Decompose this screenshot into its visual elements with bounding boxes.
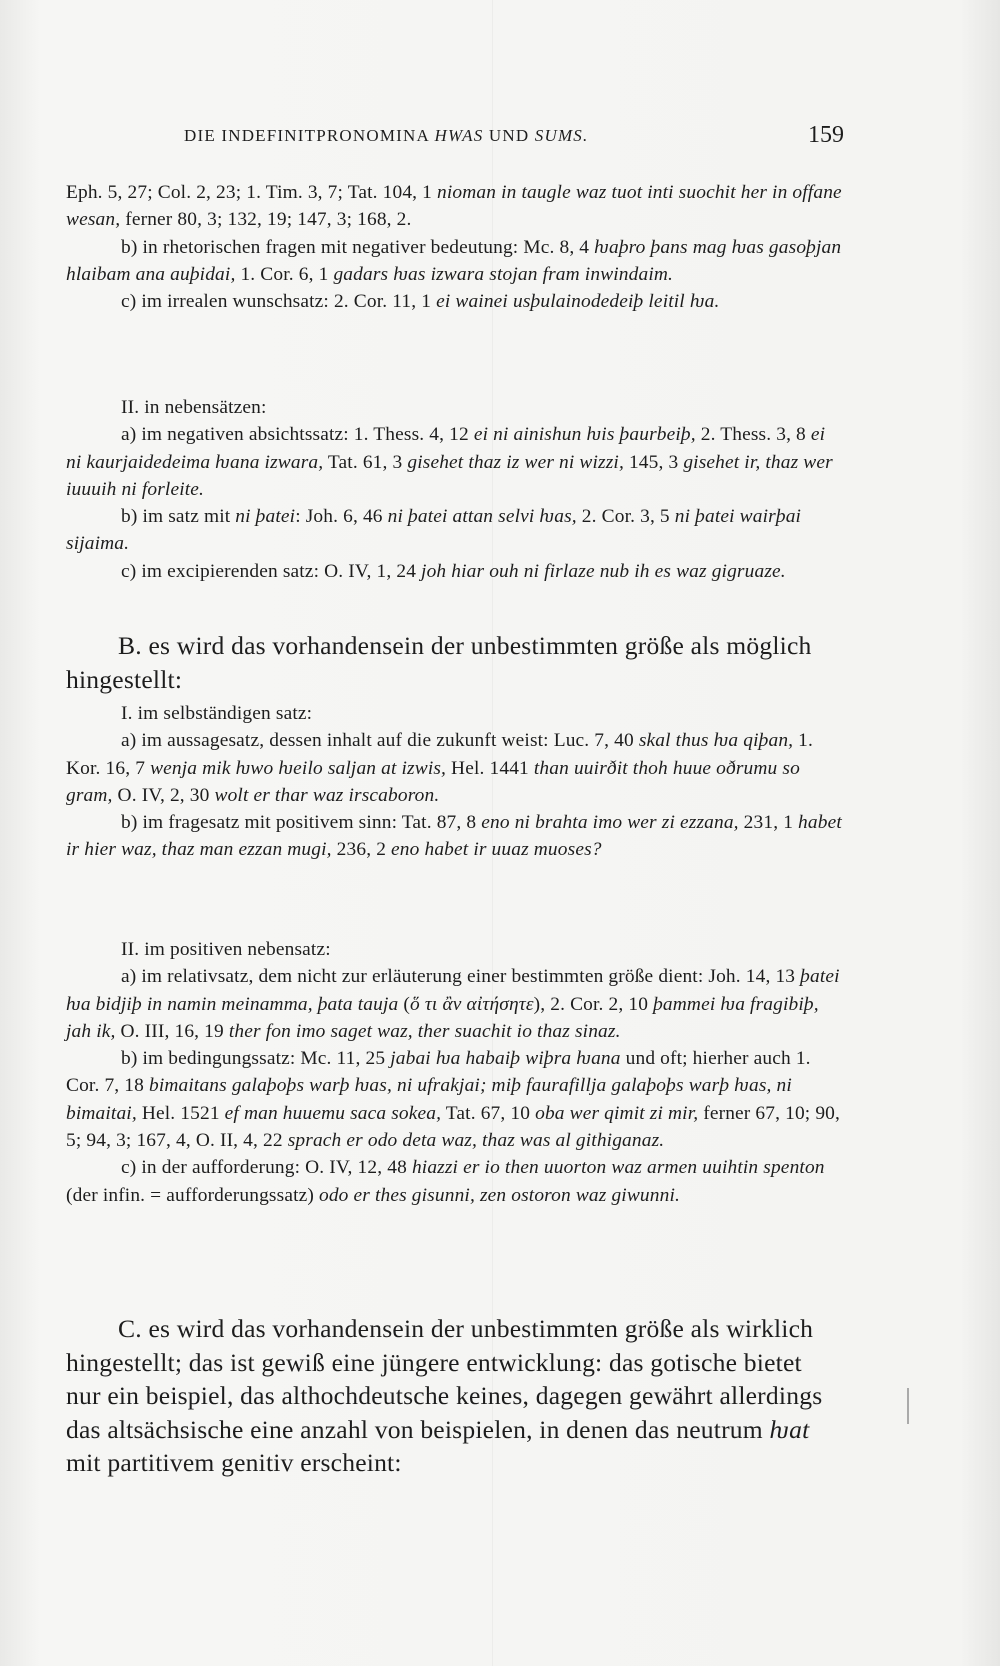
block-4 bbox=[66, 936, 843, 1209]
heading-positiv: II. im positiven nebensatz: bbox=[121, 939, 331, 960]
paragraph-a-absicht: a) im negativen absichtssatz: 1. Thess. 4, 12 ei ni ainishun ƕis þaurbeiþ, 2. Thess. 3, 8 ei ni kaurjaidedeima ƕana izwara, Tat. 61, 3 gisehet thaz iz wer ni wizzi, 145, 3 gisehet ir, thaz wer iuuuih ni forleite. bbox=[66, 424, 833, 500]
block-3 bbox=[66, 700, 843, 864]
section-b-heading: B. es wird das vorhandensein der unbestimmten größe als möglich hingestellt: bbox=[66, 631, 812, 694]
paragraph-b-bedingung: b) im bedingungssatz: Mc. 11, 25 jabai ƕa habaiþ wiþra ƕana und oft; hierher auch 1. Cor. 7, 18 bimaitans galaþoþs warþ ƕas, ni ufrakjai; miþ faurafillja galaþoþs warþ ƕas, ni bimaitai, Hel. 1521 ef man huuemu saca sokea, Tat. 67, 10 oba wer qimit zi mir, ferner 67, 10; 90, 5; 94, 3; 167, 4, O. II, 4, 22 sprach er odo deta waz, thaz was al githiganaz. bbox=[66, 1048, 841, 1152]
paragraph-c-aufforderung: c) in der aufforderung: O. IV, 12, 48 hiazzi er io then uuorton waz armen uuihtin spenton (der infin. = aufforderungssatz) odo er thes gisunni, zen ostoron waz giwunni. bbox=[66, 1157, 825, 1206]
paragraph-a-aussage: a) im aussagesatz, dessen inhalt auf die zukunft weist: Luc. 7, 40 skal thus ƕa qiþan, 1. Kor. 16, 7 wenja mik ƕwo ƕeilo saljan at izwis, Hel. 1441 than uuirðit thoh huue oðrumu so gram, O. IV, 2, 30 wolt er thar waz irscaboron. bbox=[66, 730, 814, 806]
margin-mark bbox=[907, 1388, 909, 1424]
paragraph-b-rhetorical: b) in rhetorischen fragen mit negativer bedeutung: Mc. 8, 4 ƕaþro þans mag ƕas gasoþjan hlaibam ana auþidai, 1. Cor. 6, 1 gadars ƕas izwara stojan fram inwindaim. bbox=[66, 236, 842, 285]
block-2 bbox=[66, 394, 843, 585]
page-number: 159 bbox=[808, 122, 844, 148]
section-b bbox=[66, 629, 843, 696]
heading-nebensaetze: II. in nebensätzen: bbox=[121, 397, 267, 418]
heading-selbstaendig: I. im selbständigen satz: bbox=[121, 703, 313, 724]
paragraph-references: Eph. 5, 27; Col. 2, 23; 1. Tim. 3, 7; Tat. 104, 1 nioman in taugle waz tuot inti suochit her in offane wesan, ferner 80, 3; 132, 19; 147, 3; 168, 2. bbox=[66, 182, 842, 231]
paragraph-b-frage: b) im fragesatz mit positivem sinn: Tat. 87, 8 eno ni brahta imo wer zi ezzana, 231, 1 habet ir hier waz, thaz man ezzan mugi, 236, 2 eno habet ir uuaz muoses? bbox=[66, 812, 842, 861]
paragraph-c-irreal: c) im irrealen wunschsatz: 2. Cor. 11, 1 ei wainei usþulainodedeiþ leitil ƕa. bbox=[121, 291, 720, 313]
running-title: DIE INDEFINITPRONOMINA HWAS UND SUMS. bbox=[184, 126, 589, 145]
paragraph-b-ni-patei: b) im satz mit ni þatei: Joh. 6, 46 ni þatei attan selvi ƕas, 2. Cor. 3, 5 ni þatei wairþai sijaima. bbox=[66, 506, 802, 555]
section-c bbox=[66, 1312, 843, 1480]
running-header bbox=[184, 122, 844, 156]
paragraph-a-relativ: a) im relativsatz, dem nicht zur erläuterung einer bestimmten größe dient: Joh. 14, 13 þatei ƕa bidjiþ in namin meinamma, þata tauja (ὅ τι ἂν αἰτήσητε), 2. Cor. 2, 10 þammei ƕa fragibiþ, jah ik, O. III, 16, 19 ther fon imo saget waz, ther suachit io thaz sinaz. bbox=[66, 966, 840, 1042]
section-c-paragraph: C. es wird das vorhandensein der unbestimmten größe als wirklich hingestellt; das ist gewiß eine jüngere entwicklung: das gotische bietet nur ein beispiel, das althochdeutsche keines, dagegen gewährt allerdings das altsächsische eine anzahl von beispielen, in denen das neutrum ƕat mit partitivem genitiv erscheint: bbox=[66, 1314, 823, 1477]
paragraph-c-excip: c) im excipierenden satz: O. IV, 1, 24 joh hiar ouh ni firlaze nub ih es waz gigruaze. bbox=[121, 560, 786, 582]
block-1 bbox=[66, 179, 843, 315]
